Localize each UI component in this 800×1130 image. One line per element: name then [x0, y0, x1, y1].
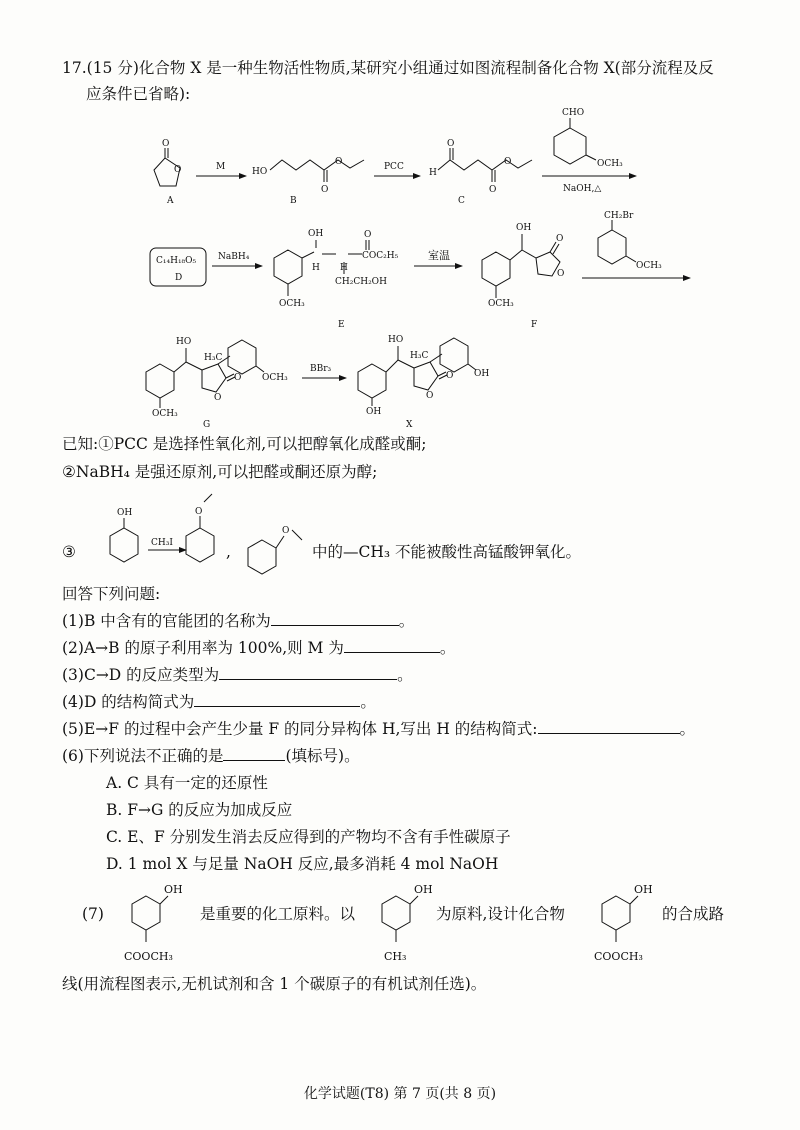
option-a: A. C 具有一定的还原性 [106, 774, 268, 792]
question-7-num: (7) [82, 905, 104, 923]
target-compound-structure [594, 883, 653, 963]
label-och3: OCH₃ [636, 261, 662, 271]
known-3-comma: , [226, 543, 231, 561]
phenol-structure [110, 508, 138, 562]
label-cho: CHO [562, 108, 585, 118]
reagent-naoh-heat: NaOH,△ [563, 184, 602, 194]
label-oh: OH [117, 508, 133, 518]
label-ho: HO [388, 335, 404, 345]
label-h3c: H₃C [204, 353, 223, 363]
question-2-end: 。 [439, 639, 456, 657]
label-och3: OCH₃ [279, 299, 305, 309]
formula-d: C₁₄H₁₈O₅ [156, 256, 197, 266]
reagent-3-methoxybenzaldehyde [554, 108, 623, 169]
known-3-text: 中的—CH₃ 不能被酸性高锰酸钾氧化。 [312, 543, 582, 561]
label-och3: OCH₃ [152, 409, 178, 419]
label-ch3: CH₃ [384, 950, 407, 963]
label-o: O [504, 157, 512, 167]
answer-blank-1[interactable] [271, 611, 399, 626]
compound-b-structure [252, 157, 364, 195]
answer-blank-6[interactable] [223, 746, 285, 761]
label-cooc2h5: COC₂H₅ [362, 251, 399, 261]
label-oh: OH [414, 883, 433, 896]
label-cooch3: COOCH₃ [124, 950, 173, 963]
reagent-rt: 室温 [428, 249, 450, 262]
label-ch2br: CH₂Br [604, 211, 634, 221]
question-4-text: (4)D 的结构简式为 [62, 693, 195, 711]
label-o: O [174, 165, 182, 175]
m-cresol-structure [382, 883, 433, 963]
compound-c-structure [429, 139, 532, 195]
question-5 [62, 719, 695, 739]
question-6-end: (填标号)。 [285, 747, 360, 765]
label-o: O [282, 526, 290, 536]
label-oh: OH [164, 883, 183, 896]
label-och3: OCH₃ [597, 159, 623, 169]
label-oh: OH [634, 883, 653, 896]
label-c: C [458, 196, 465, 206]
question-1 [62, 611, 414, 631]
label-och3: OCH₃ [262, 373, 288, 383]
known-2: ②NaBH₄ 是强还原剂,可以把醛或酮还原为醇; [62, 463, 378, 481]
label-cooch3: COOCH₃ [594, 950, 643, 963]
question-1-end: 。 [398, 612, 415, 630]
compound-f-structure [482, 223, 564, 309]
question-4 [62, 692, 376, 712]
question-2-text: (2)A→B 的原子利用率为 100%,则 M 为 [62, 639, 344, 657]
methyl-3-hydroxybenzoate-structure [124, 883, 183, 963]
option-b: B. F→G 的反应为加成反应 [106, 801, 293, 819]
question-header-line2: 应条件已省略): [86, 85, 191, 103]
answer-blank-5[interactable] [538, 719, 680, 734]
label-a: A [167, 196, 174, 206]
answer-blank-3[interactable] [219, 665, 397, 680]
label-h: H [312, 263, 320, 273]
compound-e-structure [274, 229, 399, 309]
reagent-pcc: PCC [384, 162, 404, 172]
question-4-end: 。 [360, 693, 376, 711]
label-o: O [364, 230, 372, 240]
label-o: O [321, 185, 329, 195]
option-c: C. E、F 分别发生消去反应得到的产物均不含有手性碳原子 [106, 828, 511, 846]
label-o: O [556, 234, 564, 244]
page-footer: 化学试题(T8) 第 7 页(共 8 页) [303, 1086, 497, 1102]
label-oh: OH [366, 407, 382, 417]
question-2 [62, 638, 455, 658]
label-ch2ch2oh: CH₂CH₂OH [335, 277, 387, 287]
label-oh: OH [308, 229, 324, 239]
question-6 [62, 746, 360, 766]
label-x: X [406, 420, 413, 430]
label-d: D [175, 273, 183, 283]
label-b: B [290, 196, 297, 206]
label-o: O [195, 507, 203, 517]
label-oh: OH [516, 223, 532, 233]
known-1: 已知:①PCC 是选择性氧化剂,可以把醇氧化成醛或酮; [62, 435, 427, 453]
label-och3: OCH₃ [488, 299, 514, 309]
question-7-part-c: 的合成路 [662, 905, 725, 923]
option-d: D. 1 mol X 与足量 NaOH 反应,最多消耗 4 mol NaOH [106, 855, 499, 873]
label-o: O [446, 371, 454, 381]
label-ho: HO [252, 167, 268, 177]
label-h3c: H₃C [410, 351, 429, 361]
reagent-ch3i: CH₃I [151, 538, 173, 548]
question-7-part-a: 是重要的化工原料。以 [200, 905, 356, 923]
label-o: O [214, 393, 222, 403]
compound-x-structure [358, 335, 489, 417]
label-o: O [426, 391, 434, 401]
question-7-last-line: 线(用流程图表示,无机试剂和含 1 个碳原子的有机试剂任选)。 [62, 975, 487, 993]
label-o: O [234, 373, 242, 383]
questions-intro: 回答下列问题: [62, 585, 161, 603]
anisole-structure [186, 494, 214, 562]
question-header-line1: 17.(15 分)化合物 X 是一种生物活性物质,某研究小组通过如图流程制备化合物 X(部分流程及反 [62, 59, 714, 77]
reagent-3-methoxybenzyl-bromide [598, 211, 662, 271]
label-o: O [557, 269, 565, 279]
known-3-num: ③ [62, 543, 76, 561]
question-3-text: (3)C→D 的反应类型为 [62, 666, 220, 684]
reagent-bbr3: BBr₃ [310, 364, 332, 374]
question-5-text: (5)E→F 的过程中会产生少量 F 的同分异构体 H,写出 H 的结构简式: [62, 720, 538, 738]
label-oh: OH [474, 369, 490, 379]
question-1-text: (1)B 中含有的官能团的名称为 [62, 612, 271, 630]
question-6-text: (6)下列说法不正确的是 [62, 747, 224, 765]
label-f: F [531, 320, 538, 330]
label-e: E [338, 320, 345, 330]
question-3-end: 。 [397, 666, 413, 684]
label-g: G [203, 420, 211, 430]
label-h: H [429, 168, 437, 178]
anisole-structure-2 [248, 526, 302, 574]
label-o: O [489, 185, 497, 195]
label-o: O [447, 139, 455, 149]
label-ho: HO [176, 337, 192, 347]
answer-blank-2[interactable] [344, 638, 440, 653]
compound-g-structure [146, 337, 288, 419]
label-o: O [162, 139, 170, 149]
question-3 [62, 665, 413, 685]
question-7-part-b: 为原料,设计化合物 [436, 905, 565, 923]
label-o: O [335, 157, 343, 167]
compound-a-structure [154, 139, 181, 186]
question-5-end: 。 [679, 720, 696, 738]
reagent-nabh4: NaBH₄ [218, 252, 250, 262]
reagent-m: M [216, 162, 226, 172]
answer-blank-4[interactable] [194, 692, 360, 707]
label-h: H [340, 263, 348, 273]
